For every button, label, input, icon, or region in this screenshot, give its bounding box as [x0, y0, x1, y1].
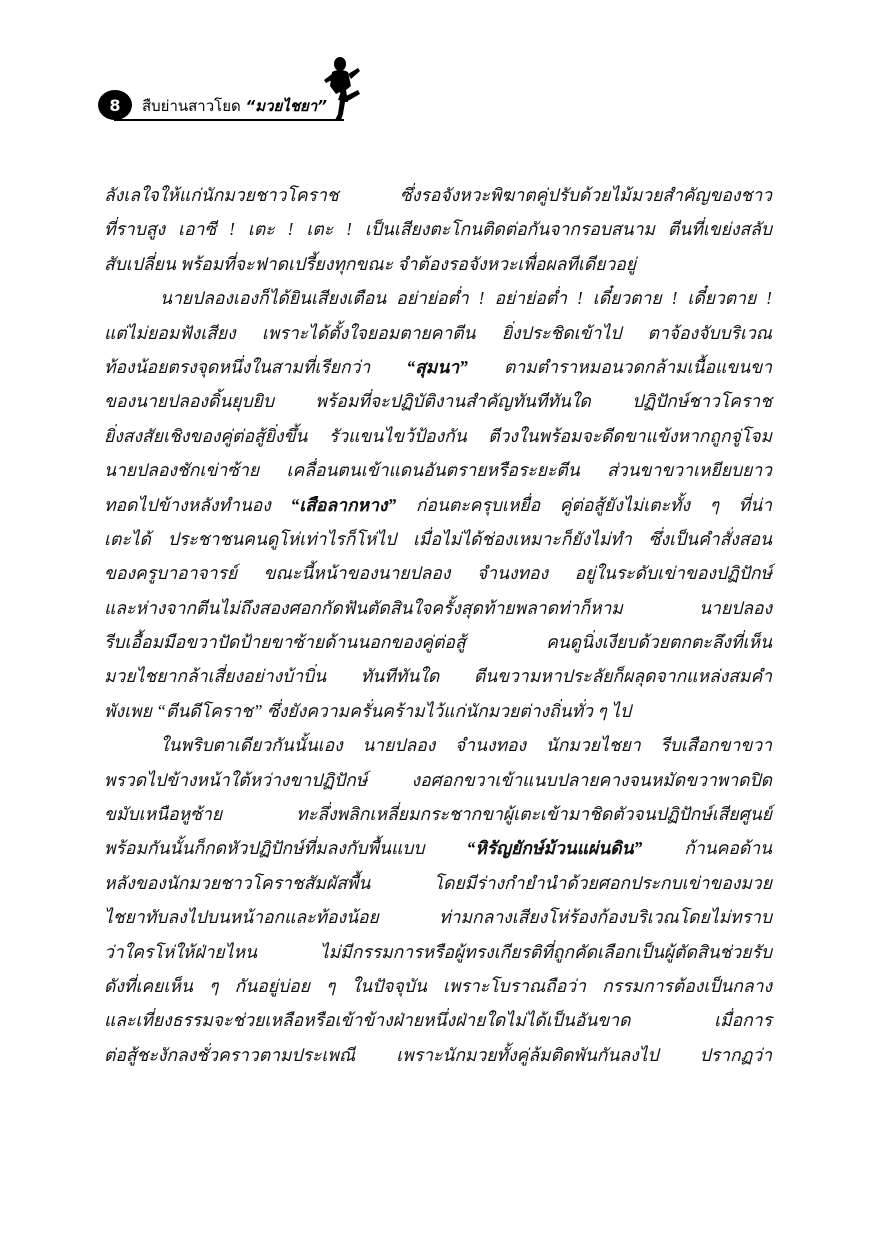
header-title-prefix: สืบย่านสาวโยด	[142, 97, 241, 115]
text-segment: ก้านคอด้าน	[642, 838, 772, 859]
text-line: ในพริบตาเดียวกันนั้นเอง นายปลอง จำนงทอง นักมวยไชยา รีบเสือกขาขวา	[160, 735, 772, 756]
article-body	[104, 178, 772, 1072]
text-line: รีบเอื้อมมือขวาปัดป้ายขาซ้ายด้านนอกของคู่ต่อสู้ คนดูนิ่งเงียบด้วยตกตะลึงที่เห็น	[104, 632, 772, 653]
text-line: พังเพย “ตีนดีโคราช” ซึ่งยังความครั่นคร้ามไว้แก่นักมวยต่างถิ่นทั่ว ๆ ไป	[104, 700, 632, 721]
text-line: ของนายปลองดิ้นยุบยิบ พร้อมที่จะปฏิบัติงานสำคัญทันทีทันใด ปฏิปักษ์ชาวโคราช	[104, 391, 772, 412]
text-line: ของครูบาอาจารย์ ขณะนี้หน้าของนายปลอง จำนงทอง อยู่ในระดับเข่าของปฏิปักษ์	[104, 563, 772, 584]
text-line: นายปลองเองก็ได้ยินเสียงเตือน อย่าย่อต่ำ ! อย่าย่อต่ำ ! เดี๋ยวตาย ! เดี๋ยวตาย !	[160, 288, 772, 309]
boxer-silhouette-icon	[318, 56, 364, 122]
bold-term: “หิรัญยักษ์ม้วนแผ่นดิน”	[466, 838, 643, 859]
text-line: สับเปลี่ยน พร้อมที่จะฟาดเปรี้ยงทุกขณะ จำต้องรอจังหวะเพื่อผลทีเดียวอยู่	[104, 253, 637, 274]
text-line: ยิ่งสงสัยเชิงของคู่ต่อสู้ยิ่งขึ้น รัวแขนไขว้ป้องกัน ตีวงในพร้อมจะดีดขาแข้งหากถูกจู่โจม	[104, 425, 772, 446]
text-line	[104, 831, 772, 865]
text-line: ว่าใครโห่ให้ฝ่ายไหน ไม่มีกรรมการหรือผู้ทรงเกียรติที่ถูกคัดเลือกเป็นผู้ตัดสินช่วยรับ	[104, 941, 772, 962]
header-title	[142, 94, 327, 118]
text-line: มวยไชยากล้าเสี่ยงอย่างบ้าบิ่น ทันทีทันใด ตีนขวามหาประลัยก็ผลุดจากแหล่งสมคำ	[104, 666, 772, 687]
text-line: และห่างจากตีนไม่ถึงสองศอกกัดฟันตัดสินใจครั้งสุดท้ายพลาดท่าก็หาม นายปลอง	[104, 597, 772, 618]
header-rule	[114, 119, 344, 121]
text-segment: ท้องน้อยตรงจุดหนึ่งในสามที่เรียกว่า	[104, 356, 407, 377]
text-line: ขมับเหนือหูซ้าย ทะลึ่งพลิกเหลี่ยมกระชากขาผู้เตะเข้ามาชิดตัวจนปฏิปักษ์เสียศูนย์	[104, 804, 772, 825]
text-segment: ตามตำราหมอนวดกล้ามเนื้อแขนขา	[467, 356, 773, 377]
text-segment: พร้อมกันนั้นก็กดหัวปฏิปักษ์ที่มลงกับพื้นแบบ	[104, 838, 467, 859]
text-line: และเที่ยงธรรมจะช่วยเหลือหรือเข้าข้างฝ่ายหนึ่งฝ่ายใดไม่ได้เป็นอันขาด เมื่อการ	[104, 1010, 772, 1031]
text-segment: ทอดไปข้างหลังทำนอง	[104, 494, 291, 515]
text-line: ลังเลใจให้แก่นักมวยชาวโคราช ซึ่งรอจังหวะพิฆาตคู่ปรับด้วยไม้มวยสำคัญของชาว	[104, 185, 772, 205]
text-line: ไชยาทับลงไปบนหน้าอกและท้องน้อย ท่ามกลางเสียงโห่ร้องก้องบริเวณโดยไม่ทราบ	[104, 907, 772, 928]
running-header	[0, 0, 877, 140]
text-line	[104, 488, 772, 522]
text-line	[104, 350, 772, 384]
header-title-emphasis: “มวยไชยา”	[245, 97, 327, 115]
text-segment: ก่อนตะครุบเหยื่อ คู่ต่อสู้ยังไม่เตะทั้ง ๆ ที่น่า	[396, 494, 772, 515]
page-number-badge	[98, 90, 132, 120]
text-line: ต่อสู้ชะงักลงชั่วคราวตามประเพณี เพราะนักมวยทั้งคู่ล้มติดพันกันลงไป ปรากฏว่า	[104, 1044, 772, 1065]
text-line: พรวดไปข้างหน้าใต้หว่างขาปฏิปักษ์ งอศอกขวาเข้าแนบปลายคางจนหมัดขวาพาดปิด	[104, 769, 772, 790]
text-line: นายปลองชักเข่าซ้าย เคลื่อนตนเข้าแดนอันตรายหรือระยะตีน ส่วนขาขวาเหยียบยาว	[104, 460, 772, 481]
text-line: แต่ไม่ยอมฟังเสียง เพราะได้ตั้งใจยอมตายคาตีน ยิ่งประชิดเข้าไป ตาจ้องจับบริเวณ	[104, 322, 772, 343]
page-number: 8	[109, 95, 121, 115]
text-line: ดังที่เคยเห็น ๆ กันอยู่บ่อย ๆ ในปัจจุบัน เพราะโบราณถือว่า กรรมการต้องเป็นกลาง	[104, 975, 772, 996]
bold-term: “เสือลากหาง”	[290, 494, 397, 515]
bold-term: “สุมนา”	[406, 356, 468, 377]
text-line: เตะได้ ประชาชนคนดูโห่เท่าไรก็โห่ไป เมื่อไม่ได้ช่องเหมาะก็ยังไม่ทำ ซึ่งเป็นคำสั่งสอน	[104, 528, 772, 549]
text-line: ที่ราบสูง เอาซี ! เตะ ! เตะ ! เป็นเสียงตะโกนติดต่อกันจากรอบสนาม ตีนที่เขย่งสลับ	[104, 219, 772, 240]
text-line: หลังของนักมวยชาวโคราชสัมผัสพื้น โดยมีร่างกำยำนำด้วยศอกประกบเข่าของมวย	[104, 872, 772, 893]
